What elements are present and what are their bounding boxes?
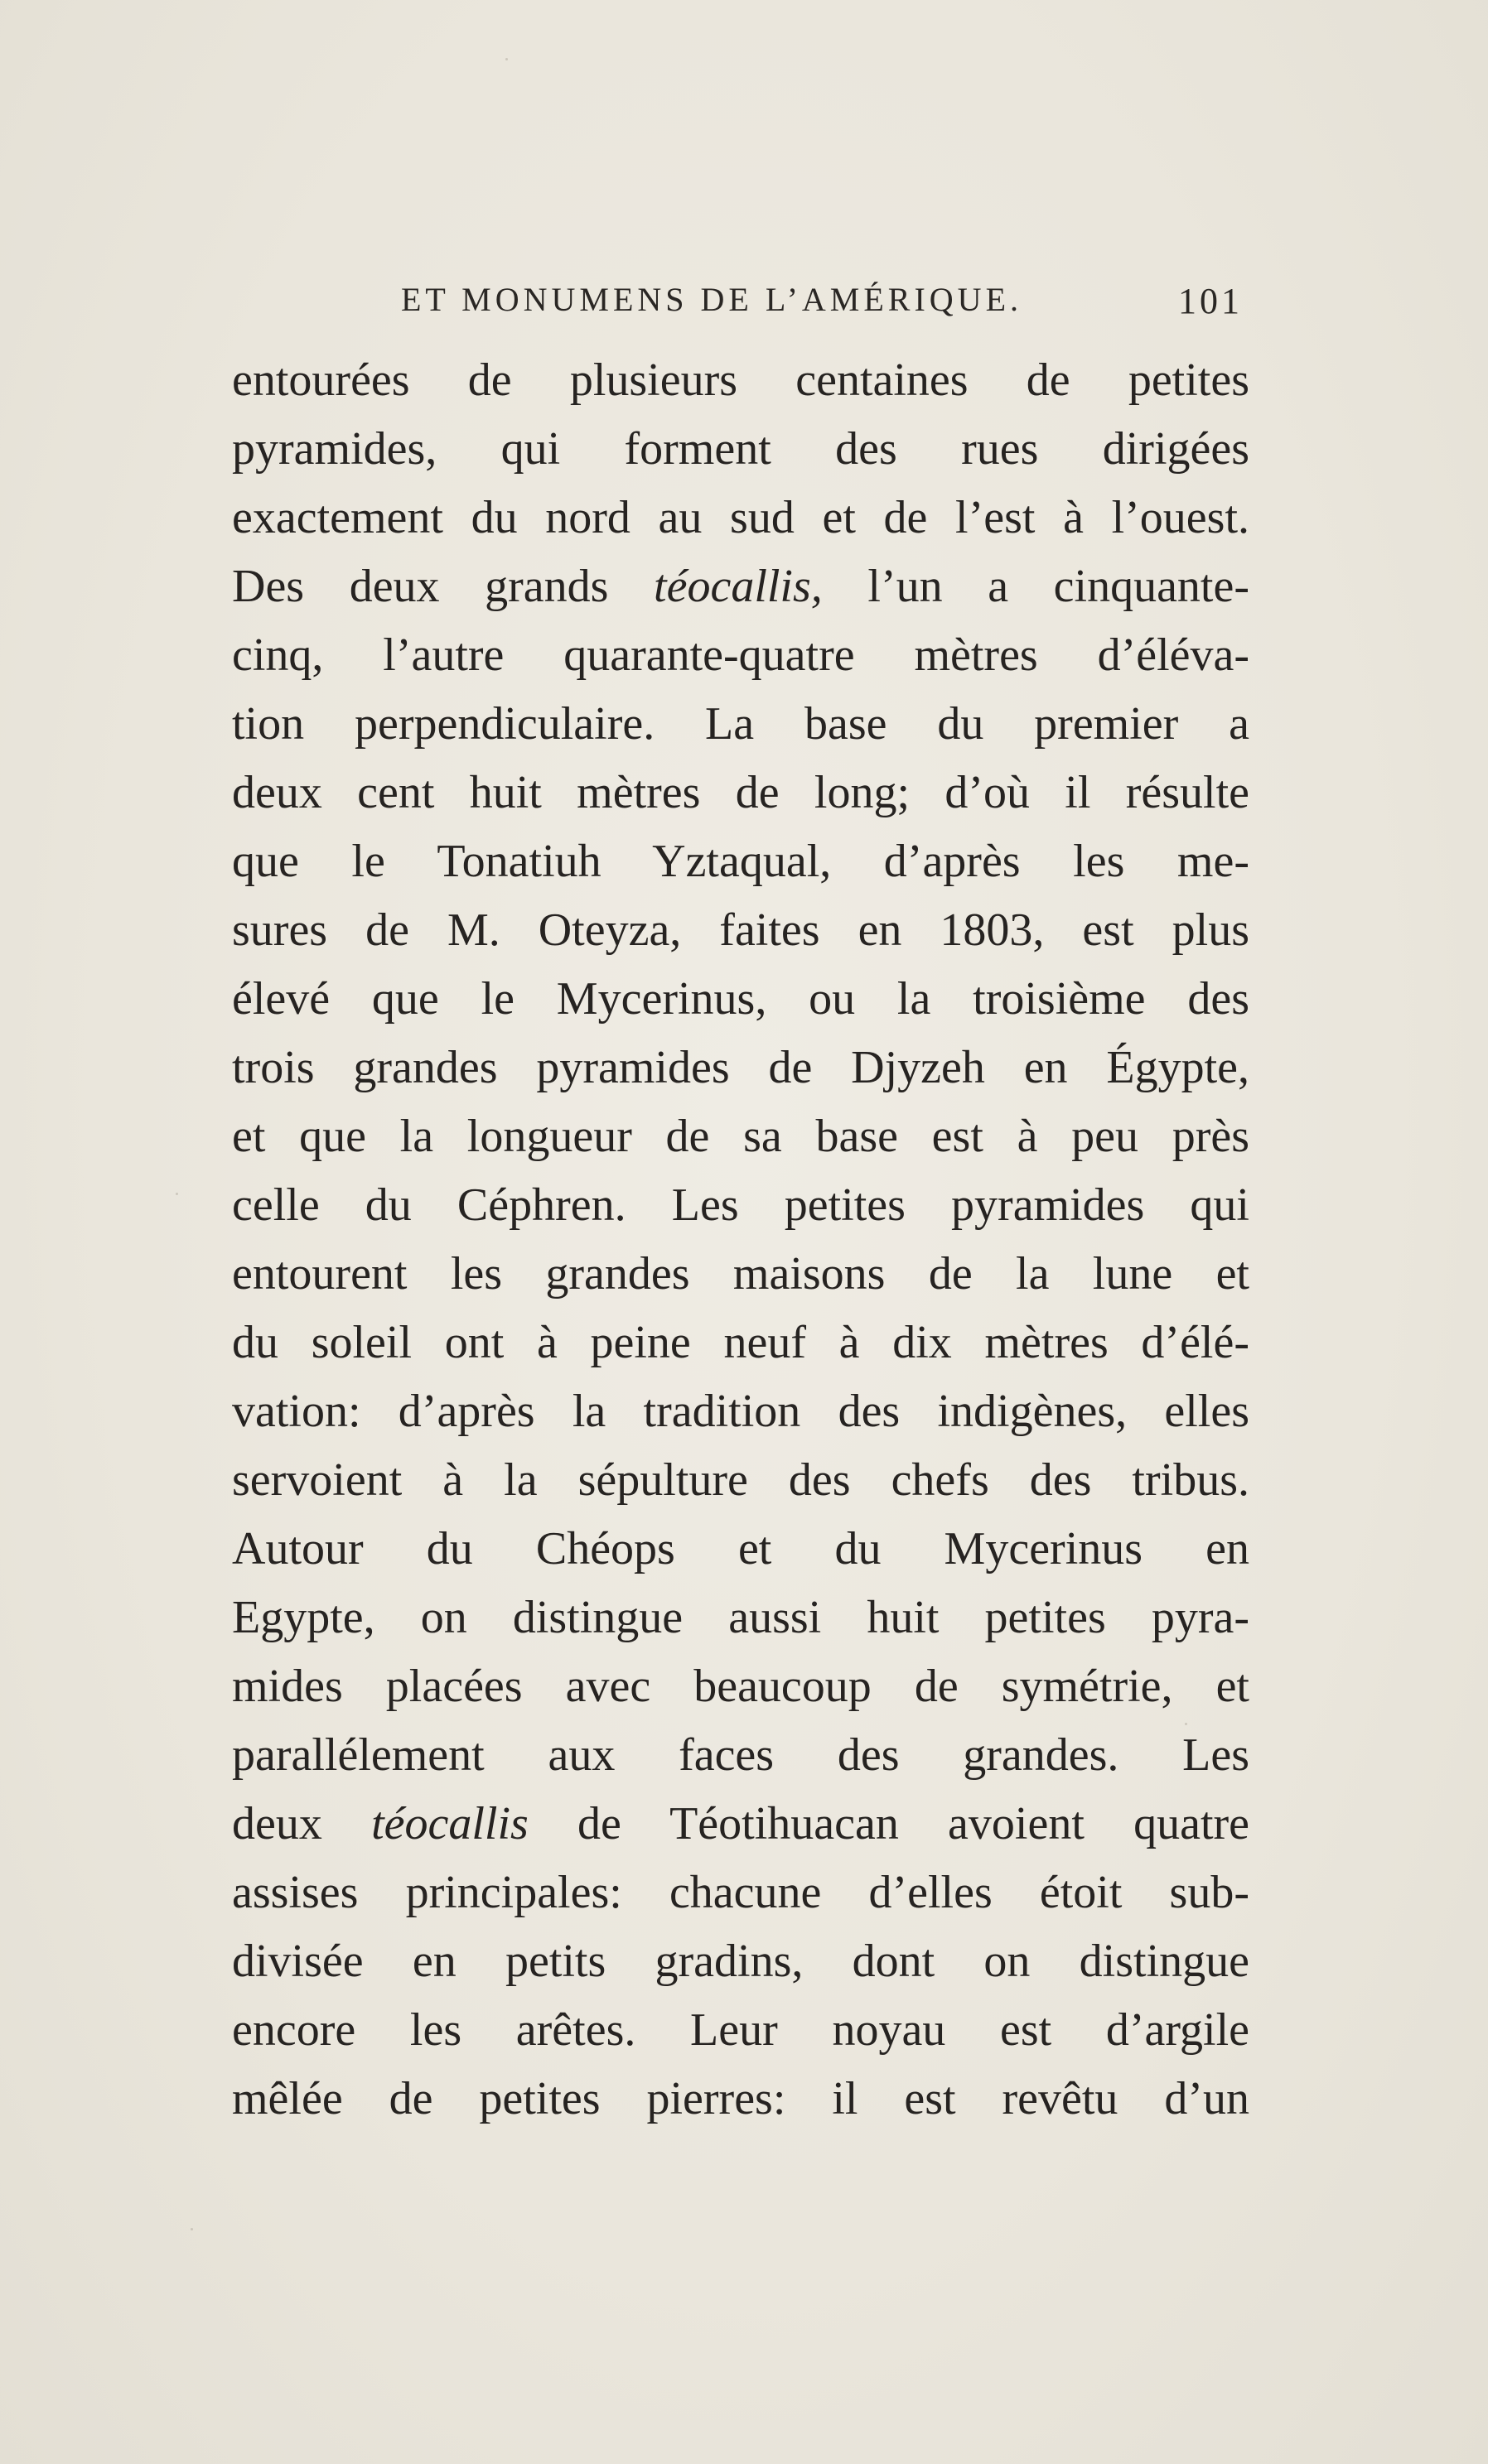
text-line: servoient à la sépulture des chefs des tribus. [232,1454,1249,1506]
text-line: tion perpendiculaire. La base du premier a [232,698,1249,750]
text-line: vation: d’après la tradition des indigènes, elles [232,1386,1249,1437]
text-line: exactement du nord au sud et de l’est à l’ouest. [232,492,1249,543]
text-line: Egypte, on distingue aussi huit petites pyra- [232,1592,1249,1643]
running-title: ET MONUMENS DE L’AMÉRIQUE. [401,281,1022,318]
text-line: du soleil ont à peine neuf à dix mètres d’élé- [232,1317,1249,1368]
text-line: sures de M. Oteyza, faites en 1803, est plus [232,904,1249,956]
body-text [232,346,1249,2134]
text-line [232,1790,1249,1859]
paper-speck [176,1193,178,1195]
text-line: assises principales: chacune d’elles étoit sub- [232,1867,1249,1918]
text-line: cinq, l’autre quarante-quatre mètres d’éléva- [232,629,1249,681]
text-segment: deux [232,1798,372,1849]
text-line: mides placées avec beaucoup de symétrie, et [232,1661,1249,1712]
text-line: que le Tonatiuh Yztaqual, d’après les me- [232,836,1249,887]
text-line: mêlée de petites pierres: il est revêtu d’un [232,2073,1249,2124]
text-line: élevé que le Mycerinus, ou la troisième des [232,973,1249,1025]
text-line: Autour du Chéops et du Mycerinus en [232,1523,1249,1574]
text-line: entourées de plusieurs centaines de petites [232,354,1249,406]
text-line: trois grandes pyramides de Djyzeh en Égypte, [232,1042,1249,1093]
running-head [401,280,1243,330]
paper-speck [505,58,508,60]
text-line: deux cent huit mètres de long; d’où il résulte [232,767,1249,818]
page-number: 101 [1178,281,1243,321]
text-segment: Des deux grands [232,561,655,612]
text-segment: l’un a cinquante- [822,561,1249,612]
text-line: encore les arêtes. Leur noyau est d’argile [232,2004,1249,2056]
text-line: entourent les grandes maisons de la lune et [232,1248,1249,1300]
italic-term: téocallis [371,1798,529,1849]
text-line [232,552,1249,621]
text-line: divisée en petits gradins, dont on distingue [232,1936,1249,1987]
text-line: pyramides, qui forment des rues dirigées [232,423,1249,475]
paper-speck [191,2228,193,2230]
text-line: et que la longueur de sa base est à peu près [232,1111,1249,1162]
italic-term: téocallis, [654,561,823,612]
text-line: celle du Céphren. Les petites pyramides qui [232,1179,1249,1231]
paper-speck [1185,1723,1187,1725]
text-segment: de Téotihuacan avoient quatre [528,1798,1249,1849]
text-line: parallélement aux faces des grandes. Les [232,1729,1249,1781]
